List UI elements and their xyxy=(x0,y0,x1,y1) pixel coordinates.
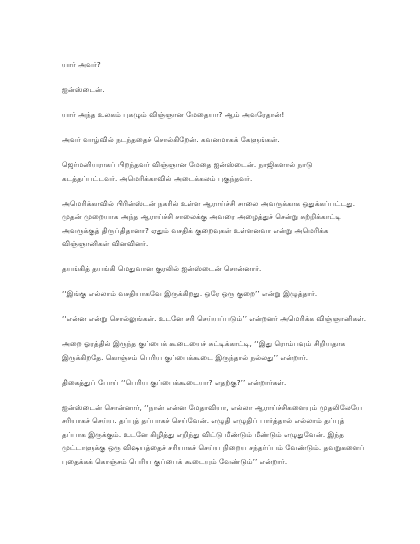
paragraph-surprised: திகைத்துப் போய் ‘‘பெரிய குப்பைக்கூடையா? எதற்கு?’’ என்றார்கள். xyxy=(62,377,287,387)
paragraph-famous-scientist: யார் அந்த உலகம் புகழும் விஞ்ஞான மேதையா? ஆம் அவரேதான்! xyxy=(62,110,285,119)
paragraph-explanation: ஐன்ஸ்டைன் சொன்னார், ‘‘நான் என்ன மேதாவியா, எல்லா ஆராய்ச்சிகளையும் முதலிலேயே சரியாகச் செய்ய. தப்புத் தப்பாகச் செய்வேன். எழுதி எழுதிப் பார்த்தால் எல்லாம் தப்புத் தப்பாக இருக்கும். உடனே கிழித்து எறிந்து விட்டு மீண்டும் மீண்டும் எழுதுவேன். இந்த முட்டாளுக்கு ஒரு விஷயத்தைச் சரியாகச் செய்ய நிறைய சந்தர்ப்பம் வேண்டும். தவறுகளைப் புதைக்கக் கொஞ்சம் பெரிய குப்பைக் கூடையும் வேண்டும்’’ என்றார். xyxy=(62,402,365,466)
paragraph-answer-einstein: ஐன்ஸ்டைன். xyxy=(62,85,105,94)
paragraph-one-problem: ‘‘இங்கு எல்லாம் வசதியாகவே இருக்கிறது. ஒரே ஒரு குறை’’ என்று இழுத்தார். xyxy=(62,289,318,298)
paragraph-scientists-ask: ‘‘என்ன என்று சொல்லுங்கள். உடனே சரி செய்யப்படும்’’ என்றனர் அமெரிக்க விஞ்ஞானிகள். xyxy=(62,314,367,323)
paragraph-wastebasket: அறை ஓரத்தில் இருந்த குப்பைக் கூடையைச் சுட்டிக்காட்டி, ‘‘இது ரொம்பவும் சிறியதாக இருக்கிறதே. கொஞ்சம் பெரிய குப்பைக்கூடை இருந்தால் நல்லது’’ என்றார். xyxy=(62,339,346,362)
paragraph-question: யார் அவர்? xyxy=(62,60,101,69)
paragraph-princeton-lab: அமெரிக்காவில் பிரின்ஸ்டன் நகரில் உள்ள ஆராய்ச்சி சாலை அவருக்காக ஒதுக்கப்பட்டது. முதன் முறையாக அந்த ஆராய்ச்சி சாலைக்கு அவரை அழைத்துச் சென்று சுற்றிக்காட்டி அவருக்குத் திருப்திதானா? ஏதும் வசதிக் குறைவுகள் உள்ளனவா என்று அமெரிக்க விஞ்ஞானிகள் வினவினர். xyxy=(62,198,356,248)
paragraph-background: ஜெர்மனியராகப் பிறந்தவர் விஞ்ஞான மேதை ஐன்ஸ்டைன். நாஜிகளால் நாடு கடத்தப்பட்டவர். அமெரிக்காவில் அடைக்கலம் புகுந்தவர். xyxy=(62,160,313,183)
paragraph-listen: அவர் வாழ்வில் நடந்ததைச் சொல்கிறேன். கவனமாகக் கேளுங்கள். xyxy=(62,135,280,144)
paragraph-hesitant-reply: தயங்கித் தயங்கி மெதுவான குரலில் ஐன்ஸ்டைன் சொன்னார். xyxy=(62,264,262,273)
